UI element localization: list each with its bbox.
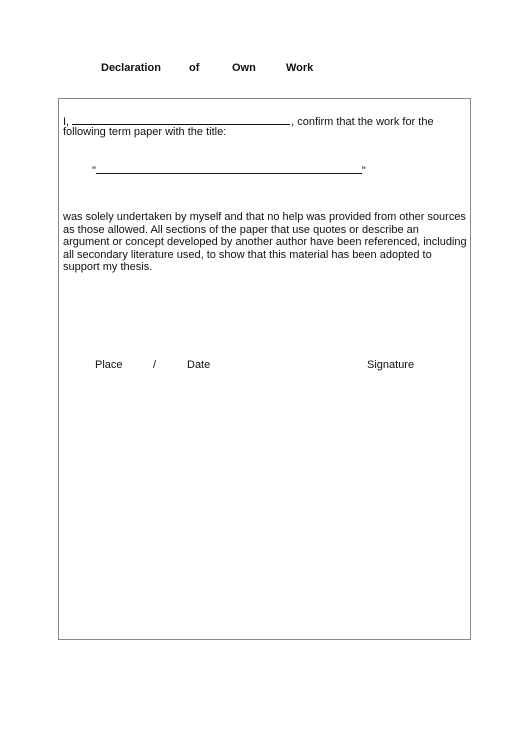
name-line-suffix: , confirm that the work for the <box>291 116 434 128</box>
date-label: Date <box>187 359 211 371</box>
title-word-own: Own <box>232 62 256 74</box>
declaration-paragraph: was solely undertaken by myself and that no help was provided from other sources as those allowed. All sections of the paper that use quotes or describe an argument or concept developed by another author have been referenced, including all secondary literature used, to show that this material has been adopted to support my thesis. <box>63 211 467 273</box>
document-title <box>0 62 530 78</box>
name-blank-field[interactable] <box>72 114 290 125</box>
paper-title-line <box>92 162 366 178</box>
title-intro-line: following term paper with the title: <box>63 126 227 138</box>
title-word-declaration: Declaration <box>101 62 161 74</box>
signature-row <box>59 359 472 373</box>
title-word-of: of <box>189 62 200 74</box>
signature-label: Signature <box>367 359 415 371</box>
paper-title-blank-field[interactable] <box>96 162 362 174</box>
place-label: Place <box>95 359 123 371</box>
place-date-separator: / <box>153 359 157 371</box>
title-word-work: Work <box>286 62 314 74</box>
declaration-form-box <box>58 98 471 640</box>
name-line-prefix: I, <box>63 116 70 128</box>
open-quote: " <box>92 165 96 177</box>
close-quote: " <box>361 165 366 177</box>
